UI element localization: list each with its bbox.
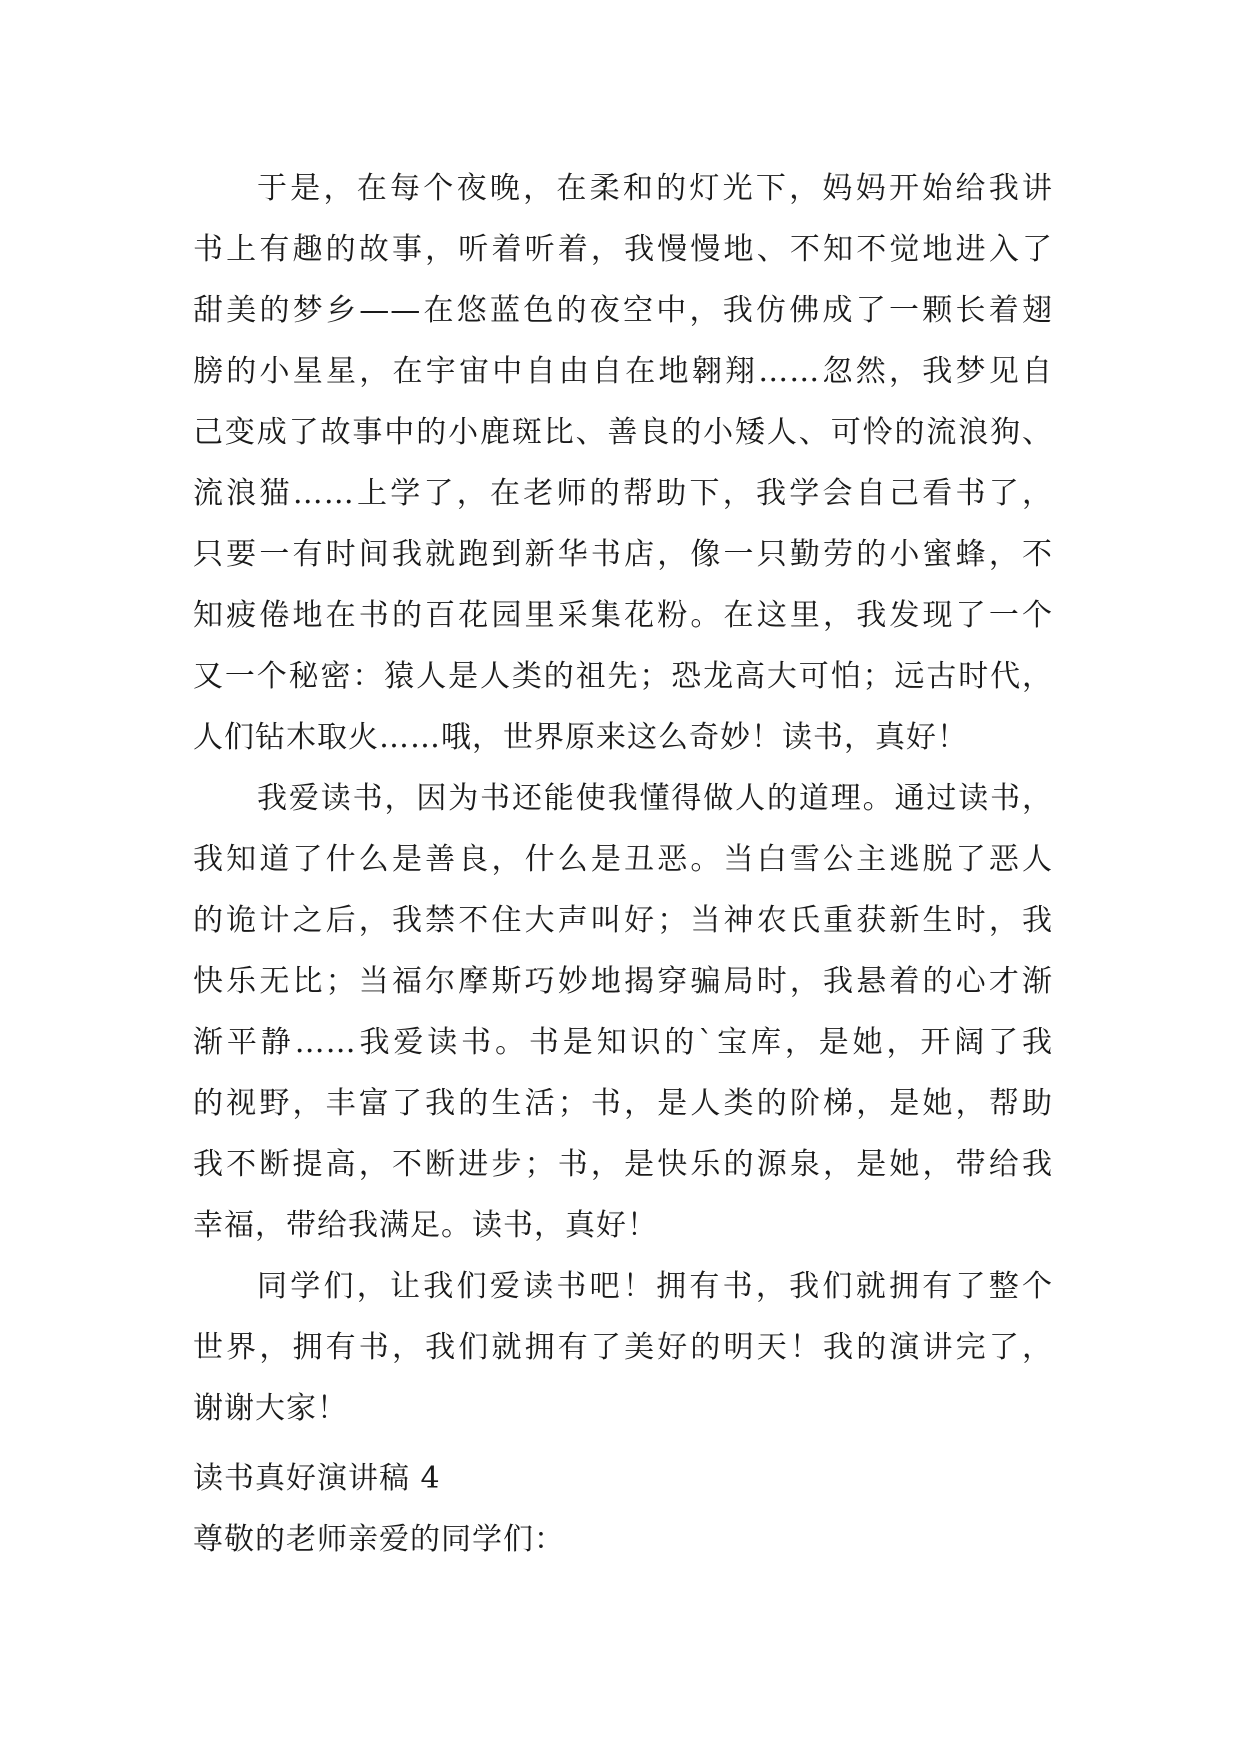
paragraph-1-line-10: 人们钻木取火……哦，世界原来这么奇妙！读书，真好！ [193,720,968,755]
paragraph-1-line-6: 流浪猫……上学了，在老师的帮助下，我学会自己看书了， [193,476,1053,511]
paragraph-2-line-7: 我不断提高，不断进步；书，是快乐的源泉，是她，带给我 [193,1147,1053,1182]
paragraph-2-line-6: 的视野，丰富了我的生活；书，是人类的阶梯，是她，帮助 [193,1086,1053,1121]
paragraph-1-line-5: 己变成了故事中的小鹿斑比、善良的小矮人、可怜的流浪狗、 [193,415,1053,450]
paragraph-2-line-1: 我爱读书，因为书还能使我懂得做人的道理。通过读书， [257,781,1053,816]
section-title: 读书真好演讲稿 4 [193,1461,441,1496]
paragraph-1-line-7: 只要一有时间我就跑到新华书店，像一只勤劳的小蜜蜂，不 [193,537,1053,572]
paragraph-3-line-2: 世界，拥有书，我们就拥有了美好的明天！我的演讲完了， [193,1330,1053,1365]
paragraph-1-line-2: 书上有趣的故事，听着听着，我慢慢地、不知不觉地进入了 [193,232,1053,267]
paragraph-2-line-4: 快乐无比；当福尔摩斯巧妙地揭穿骗局时，我悬着的心才渐 [193,964,1053,999]
paragraph-3-line-1: 同学们，让我们爱读书吧！拥有书，我们就拥有了整个 [257,1269,1053,1304]
paragraph-2-line-5: 渐平静……我爱读书。书是知识的`宝库，是她，开阔了我 [193,1025,1053,1060]
salutation: 尊敬的老师亲爱的同学们： [193,1522,565,1557]
paragraph-1-line-8: 知疲倦地在书的百花园里采集花粉。在这里，我发现了一个 [193,598,1053,633]
paragraph-2-line-3: 的诡计之后，我禁不住大声叫好；当神农氏重获新生时，我 [193,903,1053,938]
section-header [193,1448,1053,1570]
paragraph-3-line-3: 谢谢大家！ [193,1391,348,1426]
paragraph-1-line-1: 于是，在每个夜晚，在柔和的灯光下，妈妈开始给我讲 [257,171,1053,206]
document-body [193,158,1053,1439]
paragraph-2-line-2: 我知道了什么是善良，什么是丑恶。当白雪公主逃脱了恶人 [193,842,1053,877]
paragraph-1-line-3: 甜美的梦乡——在悠蓝色的夜空中，我仿佛成了一颗长着翅 [193,293,1053,328]
paragraph-1-line-9: 又一个秘密：猿人是人类的祖先；恐龙高大可怕；远古时代， [193,659,1053,694]
paragraph-1-line-4: 膀的小星星，在宇宙中自由自在地翱翔……忽然，我梦见自 [193,354,1053,389]
paragraph-2-line-8: 幸福，带给我满足。读书，真好！ [193,1208,658,1243]
